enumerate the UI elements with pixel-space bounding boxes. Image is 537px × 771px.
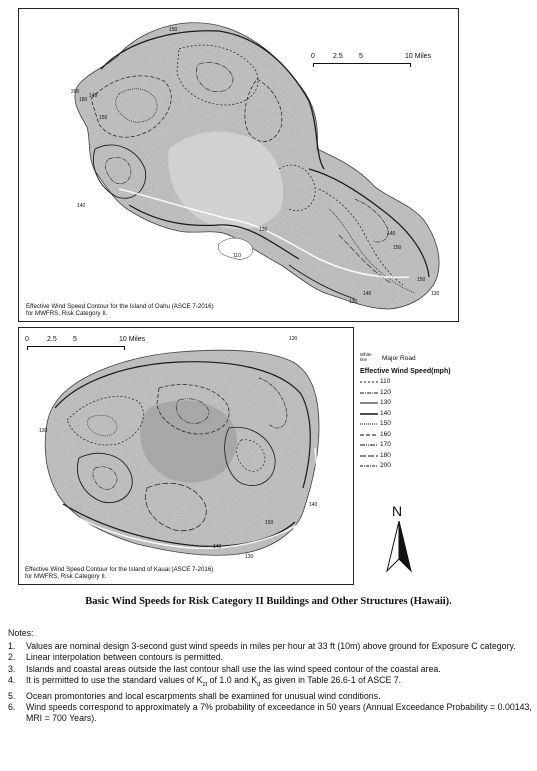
contour-label: 140 xyxy=(77,203,86,209)
legend-item-label: 110 xyxy=(380,378,391,385)
contour-label: 130 xyxy=(245,554,254,560)
contour-label: 130 xyxy=(289,336,298,342)
legend-line-swatch xyxy=(360,433,378,437)
oahu-caption xyxy=(26,303,326,318)
legend-item-label: 120 xyxy=(380,388,391,396)
contour-label: 130 xyxy=(349,299,358,305)
note-item xyxy=(8,691,532,702)
contour-label: 200 xyxy=(71,89,80,95)
legend-item-110 xyxy=(358,377,468,388)
legend-items xyxy=(358,377,468,472)
legend-road-label: Major Road xyxy=(382,355,416,362)
oahu-map-panel xyxy=(18,8,459,322)
legend-line-swatch xyxy=(360,422,378,426)
note-text: Values are nominal design 3-second gust wind speeds in miles per hour at 33 ft (10m) above ground for Exposure C category. xyxy=(26,641,516,652)
scale-label: 5 xyxy=(73,336,77,343)
contour-label: 150 xyxy=(265,520,274,526)
legend-title: Effective Wind Speed(mph) xyxy=(360,368,451,375)
figure-title: Basic Wind Speeds for Risk Category II Buildings and Other Structures (Hawaii). xyxy=(85,596,452,607)
note-number: 1. xyxy=(8,641,16,652)
contour-label: 140 xyxy=(213,544,222,550)
notes-list xyxy=(8,641,532,724)
note-text: It is permitted to use the standard values of K xyxy=(26,674,203,685)
map-legend xyxy=(358,352,468,472)
kauai-map-panel xyxy=(18,327,354,585)
contour-label: 130 xyxy=(39,428,48,434)
scale-label: 2.5 xyxy=(333,53,343,60)
legend-item-label: 180 xyxy=(380,451,391,459)
note-subscript: zt xyxy=(202,681,208,688)
contour-label: 150 xyxy=(169,27,178,33)
scale-label: 0 xyxy=(311,53,315,60)
legend-item-label: 130 xyxy=(380,399,391,406)
note-number: 2. xyxy=(8,652,16,663)
scale-label: 5 xyxy=(359,53,363,60)
scale-label: 0 xyxy=(25,336,29,343)
oahu-scale-bar xyxy=(309,53,449,73)
legend-line-swatch xyxy=(360,391,378,395)
kauai-caption-line: Effective Wind Speed Contour for the Island of Kauai (ASCE 7-2016) xyxy=(25,565,214,573)
contour-label: 140 xyxy=(363,291,372,297)
contour-label: 130 xyxy=(259,227,268,233)
legend-line-swatch xyxy=(360,454,378,458)
legend-road-row xyxy=(358,352,468,366)
note-item xyxy=(8,652,532,663)
legend-line-swatch xyxy=(360,401,378,405)
contour-label: 130 xyxy=(431,291,440,297)
note-text: Linear interpolation between contours is permitted. xyxy=(26,652,224,663)
note-text: Ocean promontories and local escarpments shall be examined for unusual wind conditions. xyxy=(26,690,381,701)
note-number: 5. xyxy=(8,690,16,701)
legend-item-label: 200 xyxy=(380,462,391,469)
note-item xyxy=(8,641,532,652)
scale-label: 10 Miles xyxy=(119,336,146,343)
note-text: as given in Table 26.6-1 of ASCE 7. xyxy=(260,674,402,685)
oahu-caption-line: Effective Wind Speed Contour for the Island of Oahu (ASCE 7-2016) xyxy=(26,302,214,310)
legend-line-swatch xyxy=(360,464,378,468)
legend-line-swatch xyxy=(360,412,378,416)
note-number: 6. xyxy=(8,701,16,712)
kauai-scale-bar xyxy=(23,336,163,356)
legend-item-170 xyxy=(358,440,468,451)
legend-item-label: 140 xyxy=(380,409,391,417)
legend-item-label: 170 xyxy=(380,441,391,448)
legend-item-120 xyxy=(358,388,468,399)
legend-item-160 xyxy=(358,430,468,441)
notes-heading: Notes: xyxy=(8,628,34,638)
contour-label: 150 xyxy=(417,277,426,283)
legend-line-swatch xyxy=(360,380,378,384)
contour-label: 140 xyxy=(309,502,318,508)
legend-item-200 xyxy=(358,461,468,472)
legend-item-130 xyxy=(358,398,468,409)
legend-item-180 xyxy=(358,451,468,462)
kauai-caption-line: for MWFRS, Risk Category II. xyxy=(25,573,107,581)
contour-label: 150 xyxy=(99,115,108,121)
legend-item-150 xyxy=(358,419,468,430)
kauai-caption xyxy=(25,566,305,581)
north-arrow-icon xyxy=(384,521,414,573)
note-item xyxy=(8,675,532,691)
notes-section xyxy=(8,628,532,724)
oahu-caption-line: for MWFRS, Risk Category II. xyxy=(26,310,108,318)
north-label: N xyxy=(392,503,403,519)
legend-item-label: 150 xyxy=(380,420,391,427)
note-text: Wind speeds correspond to approximately a 7% probability of exceedance in 50 years (Annual Exceedance Probability = 0.00143, MRI = 700 Years). xyxy=(26,701,532,724)
contour-label: 140 xyxy=(89,93,98,99)
note-text: Islands and coastal areas outside the last contour shall use the las wind speed contour of the coastal area. xyxy=(26,663,441,674)
north-arrow xyxy=(384,503,414,573)
kauai-map xyxy=(19,328,353,584)
note-number: 3. xyxy=(8,663,16,674)
note-subscript: d xyxy=(257,681,261,688)
legend-item-label: 160 xyxy=(380,430,391,438)
scale-label: 2.5 xyxy=(47,336,57,343)
scale-label: 10 Miles xyxy=(405,53,432,60)
legend-line-swatch xyxy=(360,443,378,447)
legend-road-swatch-label: White line xyxy=(360,352,372,362)
legend-item-140 xyxy=(358,409,468,420)
contour-label: 110 xyxy=(233,253,241,259)
contour-label: 150 xyxy=(393,245,402,251)
contour-label: 180 xyxy=(79,97,88,103)
contour-label: 140 xyxy=(387,231,396,237)
note-text: of 1.0 and K xyxy=(207,674,258,685)
note-number: 4. xyxy=(8,674,16,685)
note-item xyxy=(8,664,532,675)
note-item xyxy=(8,702,532,724)
